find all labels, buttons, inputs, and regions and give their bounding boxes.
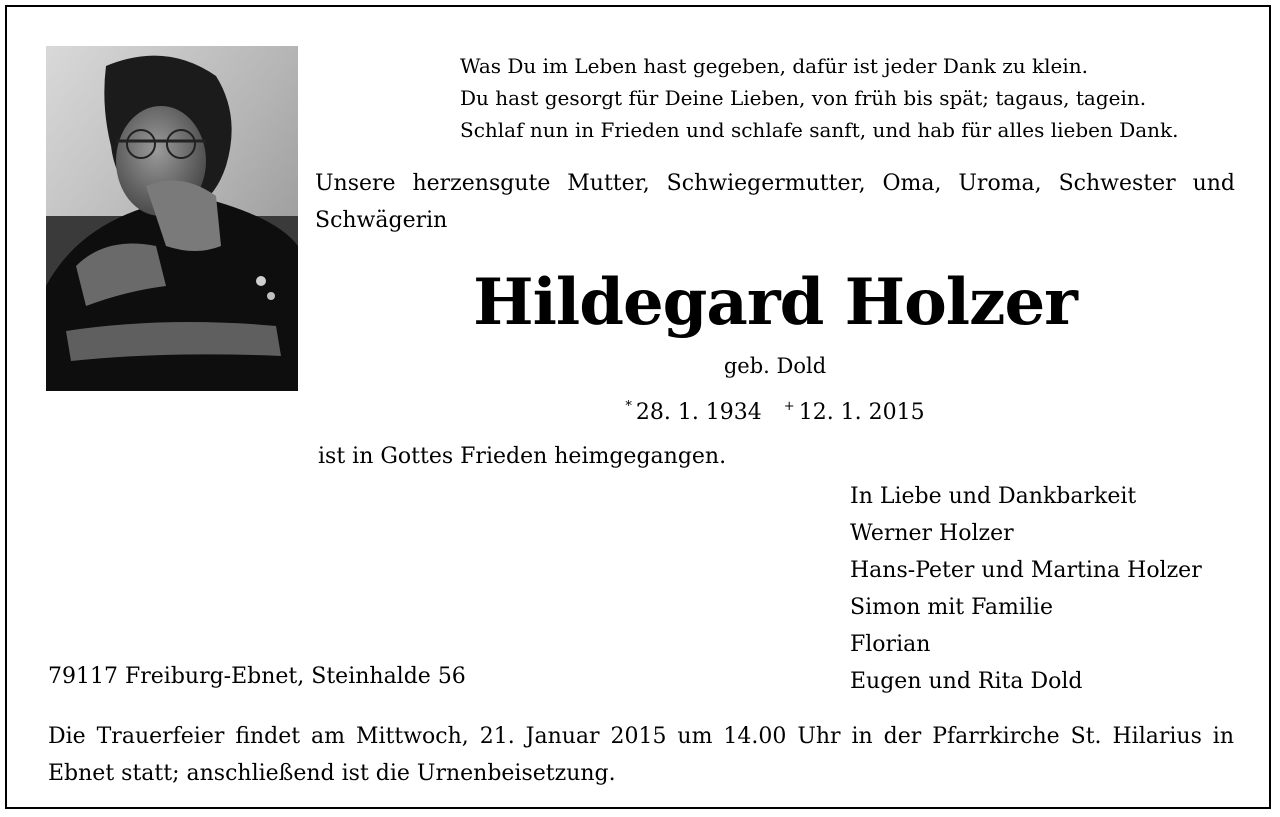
poem-line: Schlaf nun in Frieden und schlafe sanft, und hab für alles lieben Dank. — [460, 118, 1179, 142]
funeral-service-info: Die Trauerfeier findet am Mittwoch, 21. Januar 2015 um 14.00 Uhr in der Pfarrkirche St. Hilarius in Ebnet statt; anschließend ist die Urnenbeisetzung. — [48, 724, 1234, 786]
address: 79117 Freiburg-Ebnet, Steinhalde 56 — [48, 664, 466, 689]
poem-line: Was Du im Leben hast gegeben, dafür ist jeder Dank zu klein. — [460, 54, 1088, 78]
birth-symbol: * — [625, 399, 632, 414]
birth-date: 28. 1. 1934 — [635, 400, 762, 425]
mourner-line: Simon mit Familie — [850, 595, 1053, 620]
mourner-line: Hans-Peter und Martina Holzer — [850, 558, 1202, 583]
mourner-line: Florian — [850, 632, 931, 657]
memorial-poem — [460, 50, 1179, 146]
mourner-line: Eugen und Rita Dold — [850, 669, 1083, 694]
passed-text: ist in Gottes Frieden heimgegangen. — [318, 444, 727, 469]
maiden-name: geb. Dold — [723, 354, 827, 378]
mourners-list — [850, 478, 1202, 700]
death-date: 12. 1. 2015 — [798, 400, 925, 425]
poem-line: Du hast gesorgt für Deine Lieben, von früh bis spät; tagaus, tagein. — [460, 86, 1147, 110]
portrait-photo — [46, 46, 298, 391]
deceased-name: Hildegard Holzer — [473, 265, 1077, 340]
death-symbol: + — [783, 399, 795, 414]
mourner-line: Werner Holzer — [850, 521, 1014, 546]
intro-text: Unsere herzensgute Mutter, Schwiegermutter, Oma, Uroma, Schwester und Schwägerin — [315, 171, 1235, 233]
mourner-line: In Liebe und Dankbarkeit — [850, 484, 1137, 509]
life-dates — [315, 390, 1235, 430]
